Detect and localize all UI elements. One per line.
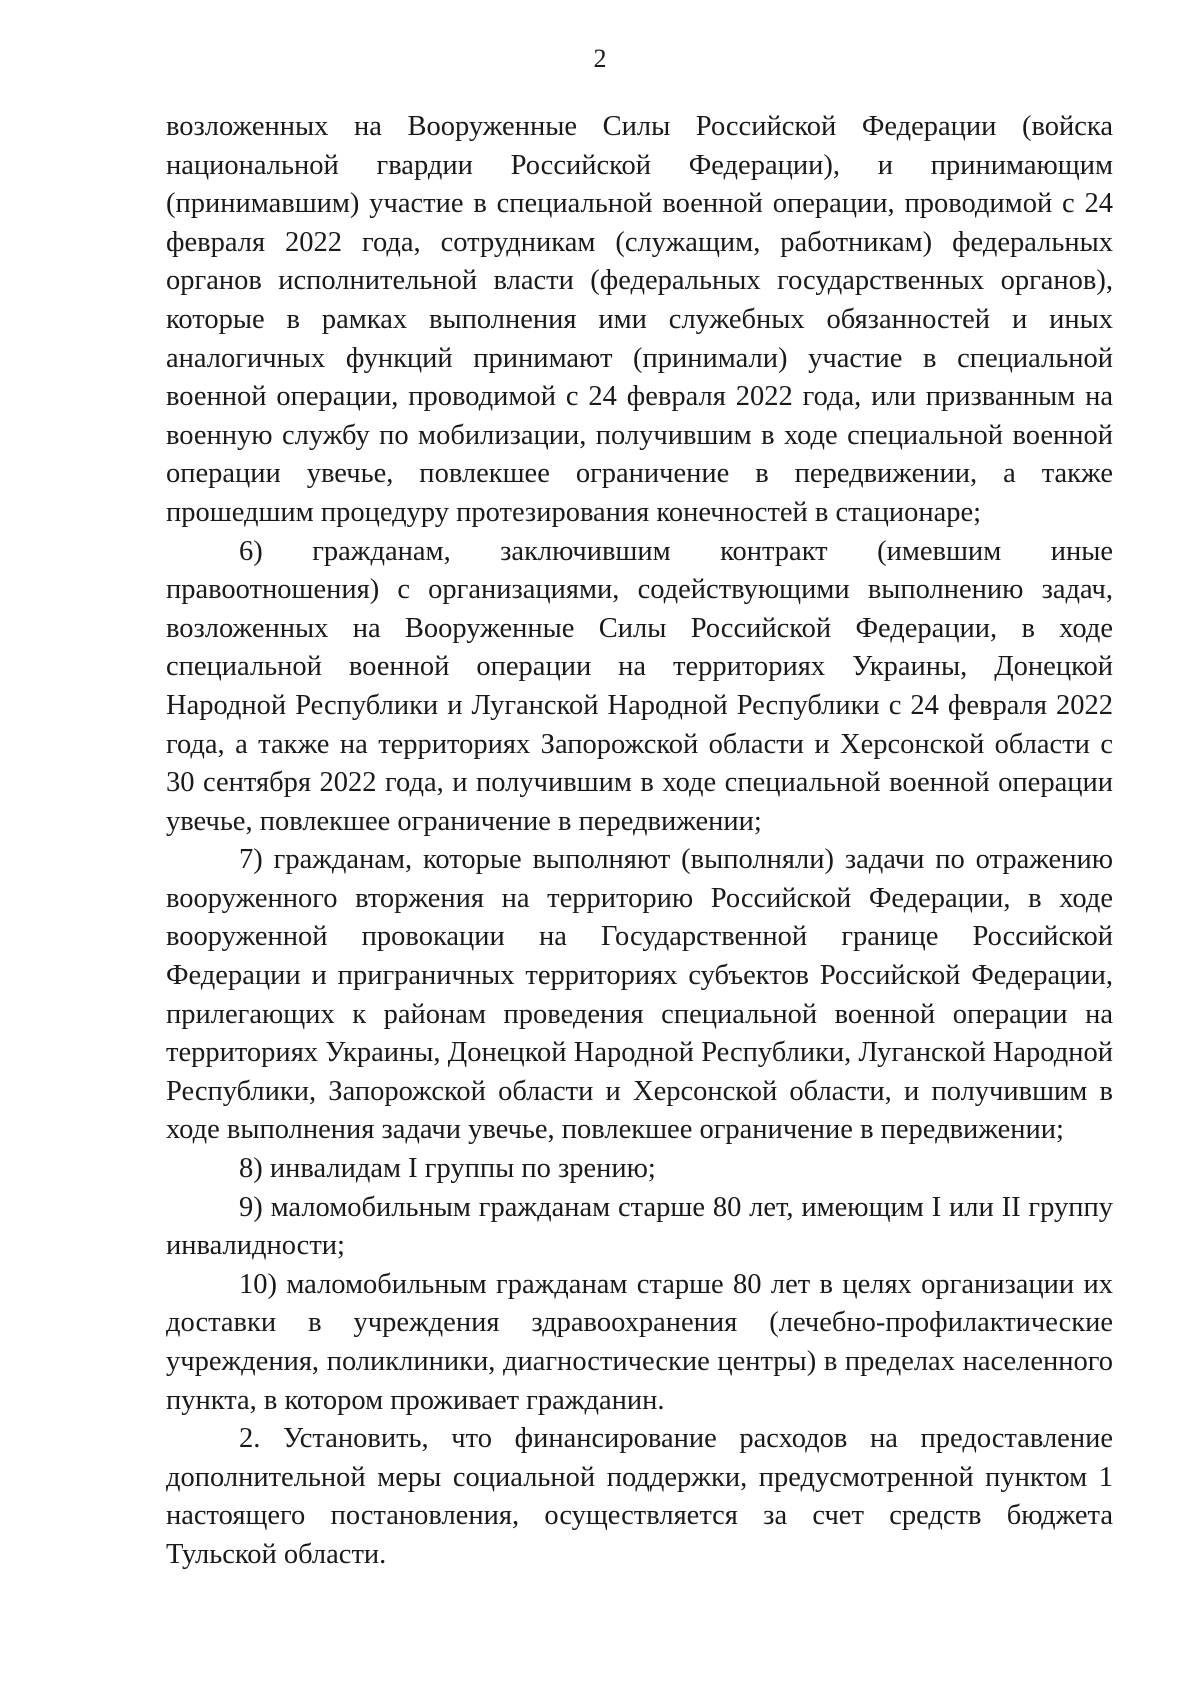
paragraph-item-10: 10) маломобильным гражданам старше 80 лет в целях организации их доставки в учреждения здравоохранения (лечебно-профилактические учреждения, поликлиники, диагностические центры) в пределах населенного пункта, в котором проживает гражданин. [166,1268,1113,1416]
paragraph-item-8: 8) инвалидам I группы по зрению; [239,1153,656,1185]
document-body [166,108,1113,1575]
paragraph-clause-2: 2. Установить, что финансирование расходов на предоставление дополнительной меры социальной поддержки, предусмотренной пунктом 1 настоящего постановления, осуществляется за счет средств бюджета Тульской области. [166,1423,1113,1570]
paragraph-item-9: 9) маломобильным гражданам старше 80 лет, имеющим I или II группу инвалидности; [166,1191,1113,1262]
paragraph-item-7: 7) гражданам, которые выполняют (выполняли) задачи по отражению вооруженного вторжения на территорию Российской Федерации, в ходе вооруженной провокации на Государственной границе Российской Федерации и приграничных территориях субъектов Российской Федерации, прилегающих к районам проведения специальной военной операции на территориях Украины, Донецкой Народной Республики, Луганской Народной Республики, Запорожской области и Херсонской области, и получившим в ходе выполнения задачи увечье, повлекшее ограничение в передвижении; [166,844,1113,1146]
paragraph-item-6: 6) гражданам, заключившим контракт (имевшим иные правоотношения) с организациями, содействующими выполнению задач, возложенных на Вооруженные Силы Российской Федерации, в ходе специальной военной операции на территориях Украины, Донецкой Народной Республики и Луганской Народной Республики с 24 февраля 2022 года, а также на территориях Запорожской области и Херсонской области с 30 сентября 2022 года, и получившим в ходе специальной военной операции увечье, повлекшее ограничение в передвижении; [166,535,1113,837]
page-number: 2 [593,44,607,73]
paragraph-continuation: возложенных на Вооруженные Силы Российской Федерации (войска национальной гвардии Российской Федерации), и принимающим (принимавшим) участие в специальной военной операции, проводимой с 24 февраля 2022 года, сотрудникам (служащим, работникам) федеральных органов исполнительной власти (федеральных государственных органов), которые в рамках выполнения ими служебных обязанностей и иных аналогичных функций принимают (принимали) участие в специальной военной операции, проводимой с 24 февраля 2022 года, или призванным на военную службу по мобилизации, получившим в ходе специальной военной операции увечье, повлекшее ограничение в передвижении, а также прошедшим процедуру протезирования конечностей в стационаре; [166,111,1113,528]
